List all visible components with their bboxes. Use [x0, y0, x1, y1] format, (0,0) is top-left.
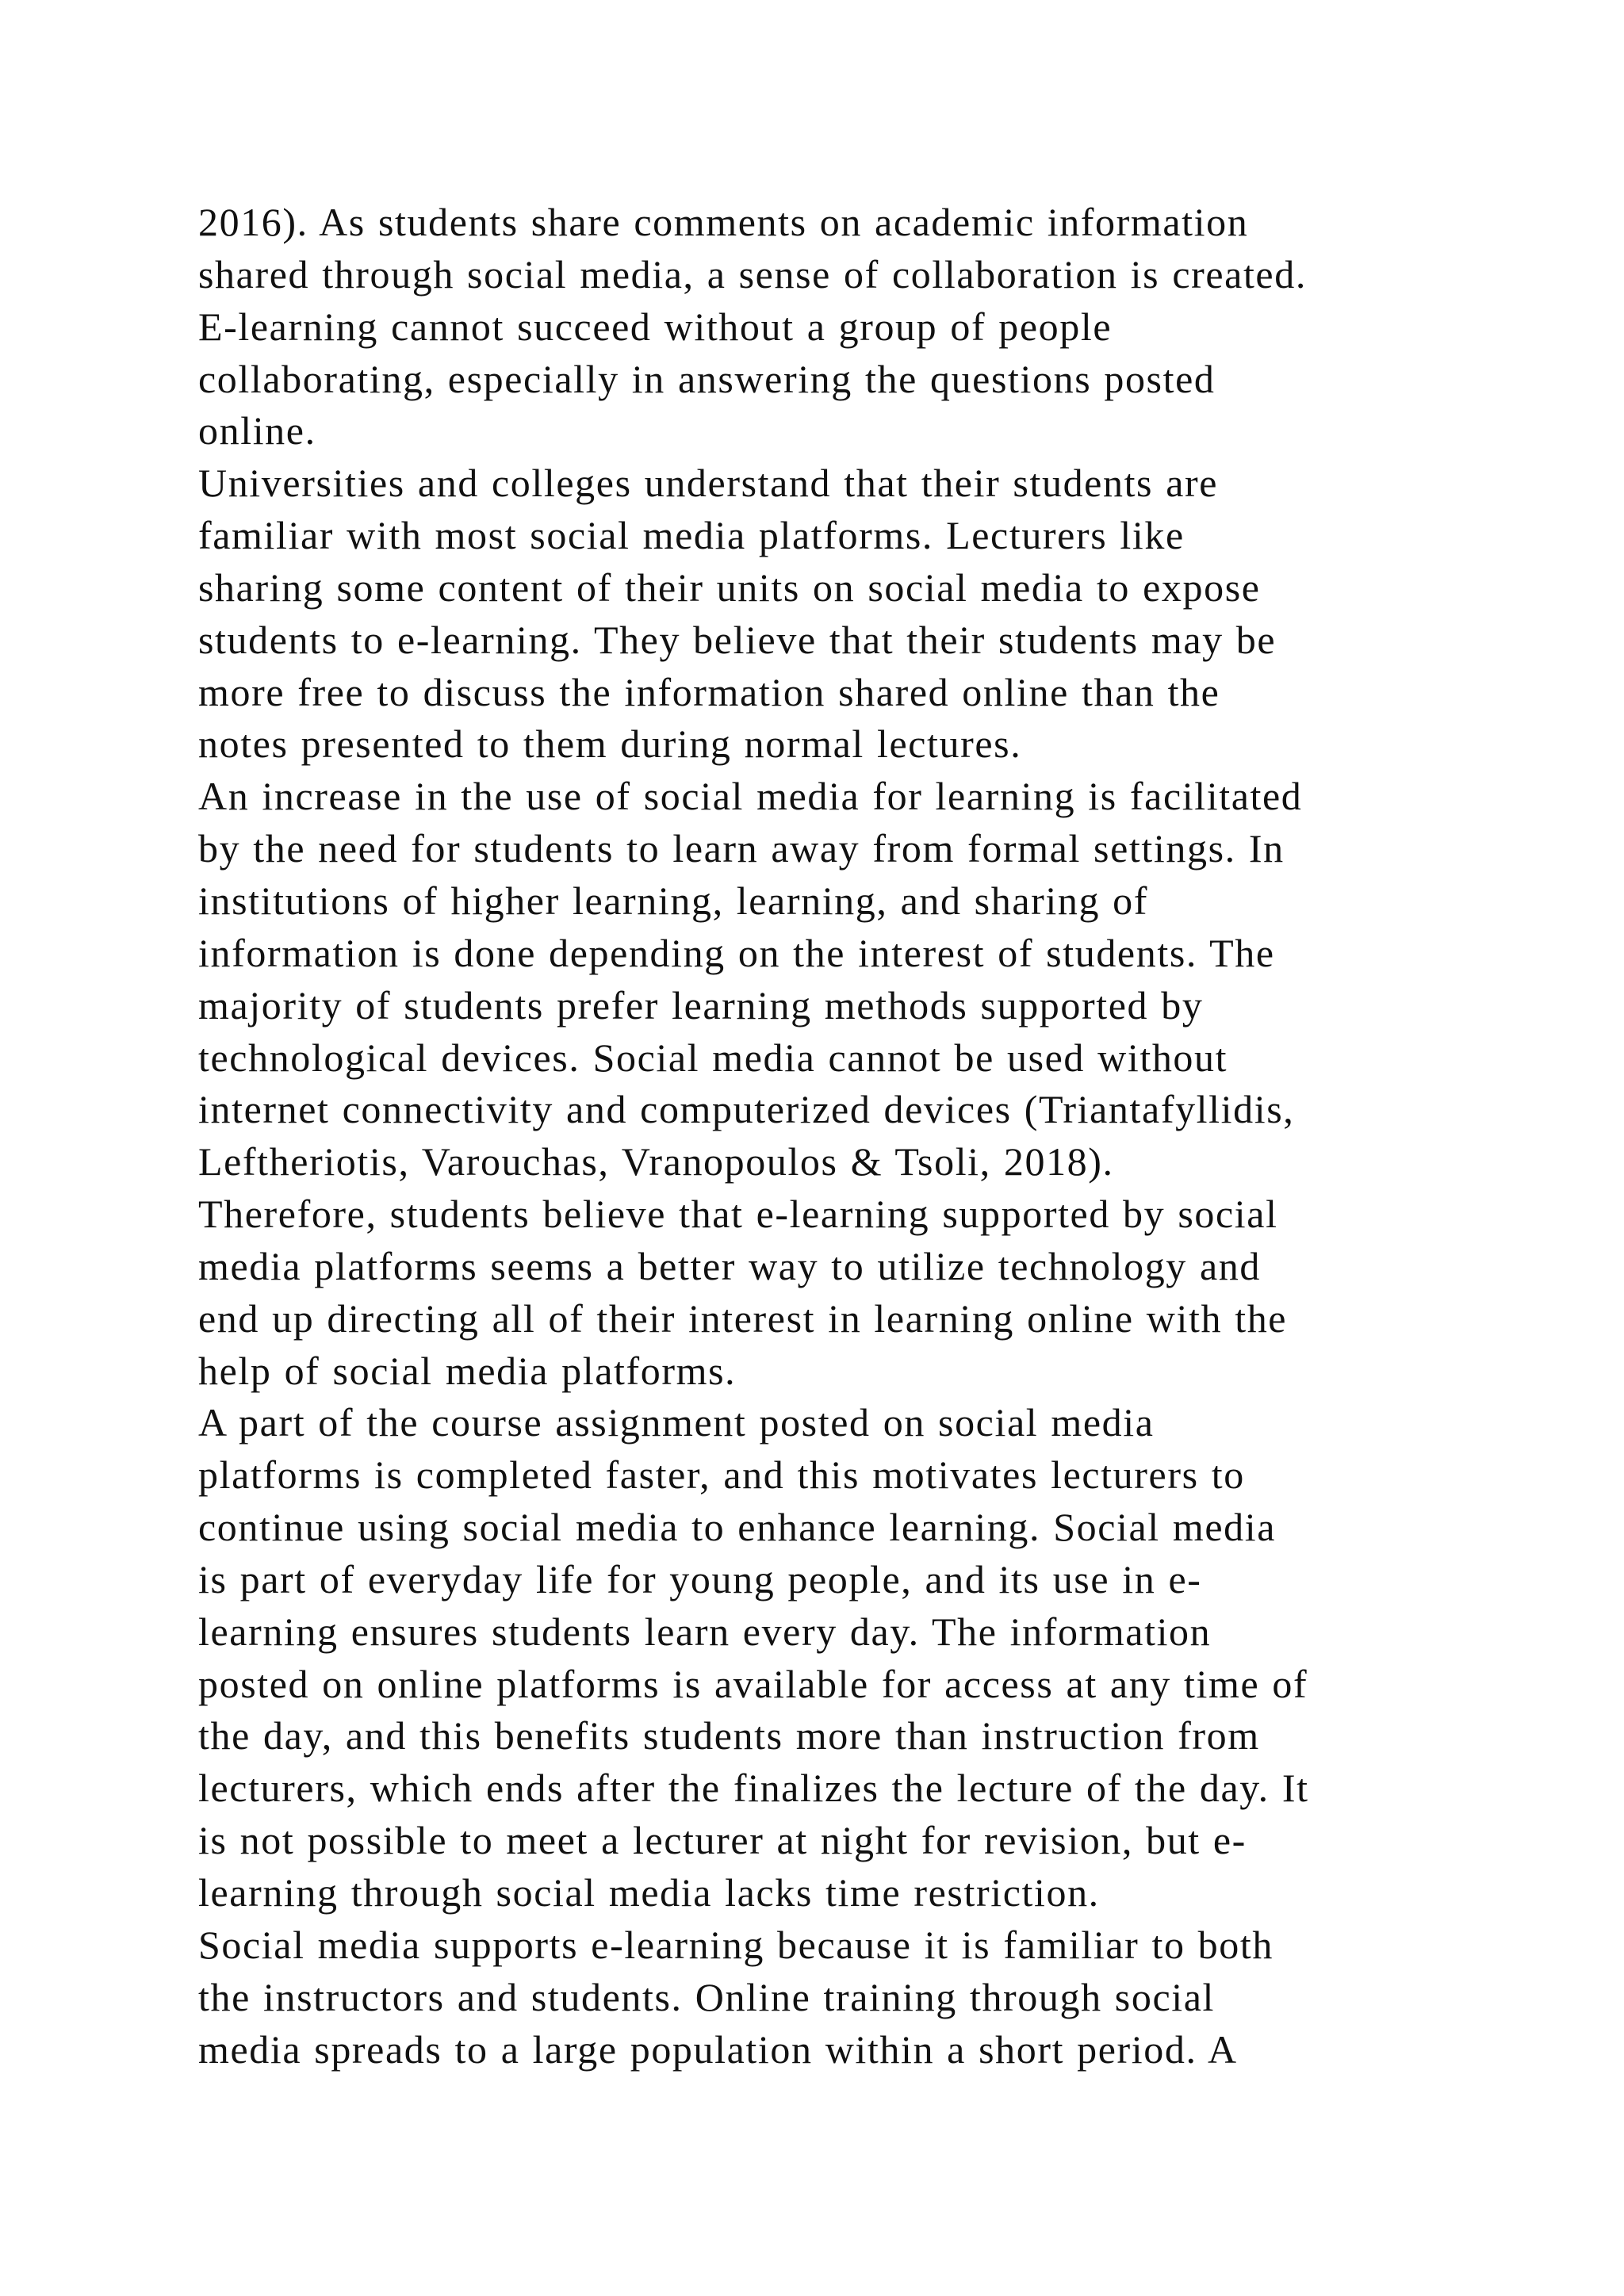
text-line: by the need for students to learn away from formal settings. In — [198, 826, 1285, 871]
text-line: media spreads to a large population within a short period. A — [198, 2026, 1238, 2072]
text-line: learning through social media lacks time restriction. — [198, 1870, 1100, 1915]
text-line: A part of the course assignment posted on social media — [198, 1400, 1155, 1445]
text-line: notes presented to them during normal lectures. — [198, 721, 1022, 767]
text-line: information is done depending on the interest of students. The — [198, 930, 1275, 975]
text-line: media platforms seems a better way to utilize technology and — [198, 1243, 1262, 1288]
text-line: institutions of higher learning, learning, and sharing of — [198, 878, 1149, 923]
text-line: technological devices. Social media cannot be used without — [198, 1035, 1228, 1080]
text-line: sharing some content of their units on social media to expose — [198, 564, 1261, 610]
text-line: the day, and this benefits students more than instruction from — [198, 1713, 1260, 1758]
text-line: collaborating, especially in answering the questions posted — [198, 356, 1216, 401]
text-line: end up directing all of their interest in learning online with the — [198, 1295, 1288, 1341]
text-line: Therefore, students believe that e-learning supported by social — [198, 1192, 1278, 1237]
text-line: is not possible to meet a lecturer at night for revision, but e- — [198, 1818, 1247, 1863]
text-line: help of social media platforms. — [198, 1348, 737, 1393]
text-line: lecturers, which ends after the finalizes the lecture of the day. It — [198, 1766, 1309, 1811]
text-line: continue using social media to enhance learning. Social media — [198, 1505, 1277, 1550]
text-line: Universities and colleges understand that their students are — [198, 461, 1219, 506]
text-line: shared through social media, a sense of collaboration is created. — [198, 251, 1307, 297]
text-line: posted on online platforms is available for access at any time of — [198, 1661, 1308, 1706]
text-line: the instructors and students. Online training through social — [198, 1974, 1216, 2019]
document-body — [198, 197, 1499, 2076]
text-line: internet connectivity and computerized devices (Triantafyllidis, — [198, 1087, 1295, 1132]
text-line: online. — [198, 408, 316, 453]
text-line: Social media supports e-learning because it is familiar to both — [198, 1922, 1274, 1967]
text-line: platforms is completed faster, and this motivates lecturers to — [198, 1452, 1245, 1498]
text-line: learning ensures students learn every day. The information — [198, 1609, 1212, 1654]
text-line: 2016). As students share comments on academic information — [198, 200, 1249, 244]
text-line: more free to discuss the information shared online than the — [198, 669, 1220, 714]
text-line: Leftheriotis, Varouchas, Vranopoulos & Tsoli, 2018). — [198, 1139, 1114, 1184]
text-line: familiar with most social media platforms. Lecturers like — [198, 513, 1185, 558]
text-line: students to e-learning. They believe that their students may be — [198, 617, 1277, 662]
text-line: is part of everyday life for young people, and its use in e- — [198, 1556, 1202, 1601]
text-line: E-learning cannot succeed without a group of people — [198, 304, 1113, 349]
text-line: majority of students prefer learning methods supported by — [198, 982, 1204, 1027]
text-line: An increase in the use of social media for learning is facilitated — [198, 774, 1303, 819]
